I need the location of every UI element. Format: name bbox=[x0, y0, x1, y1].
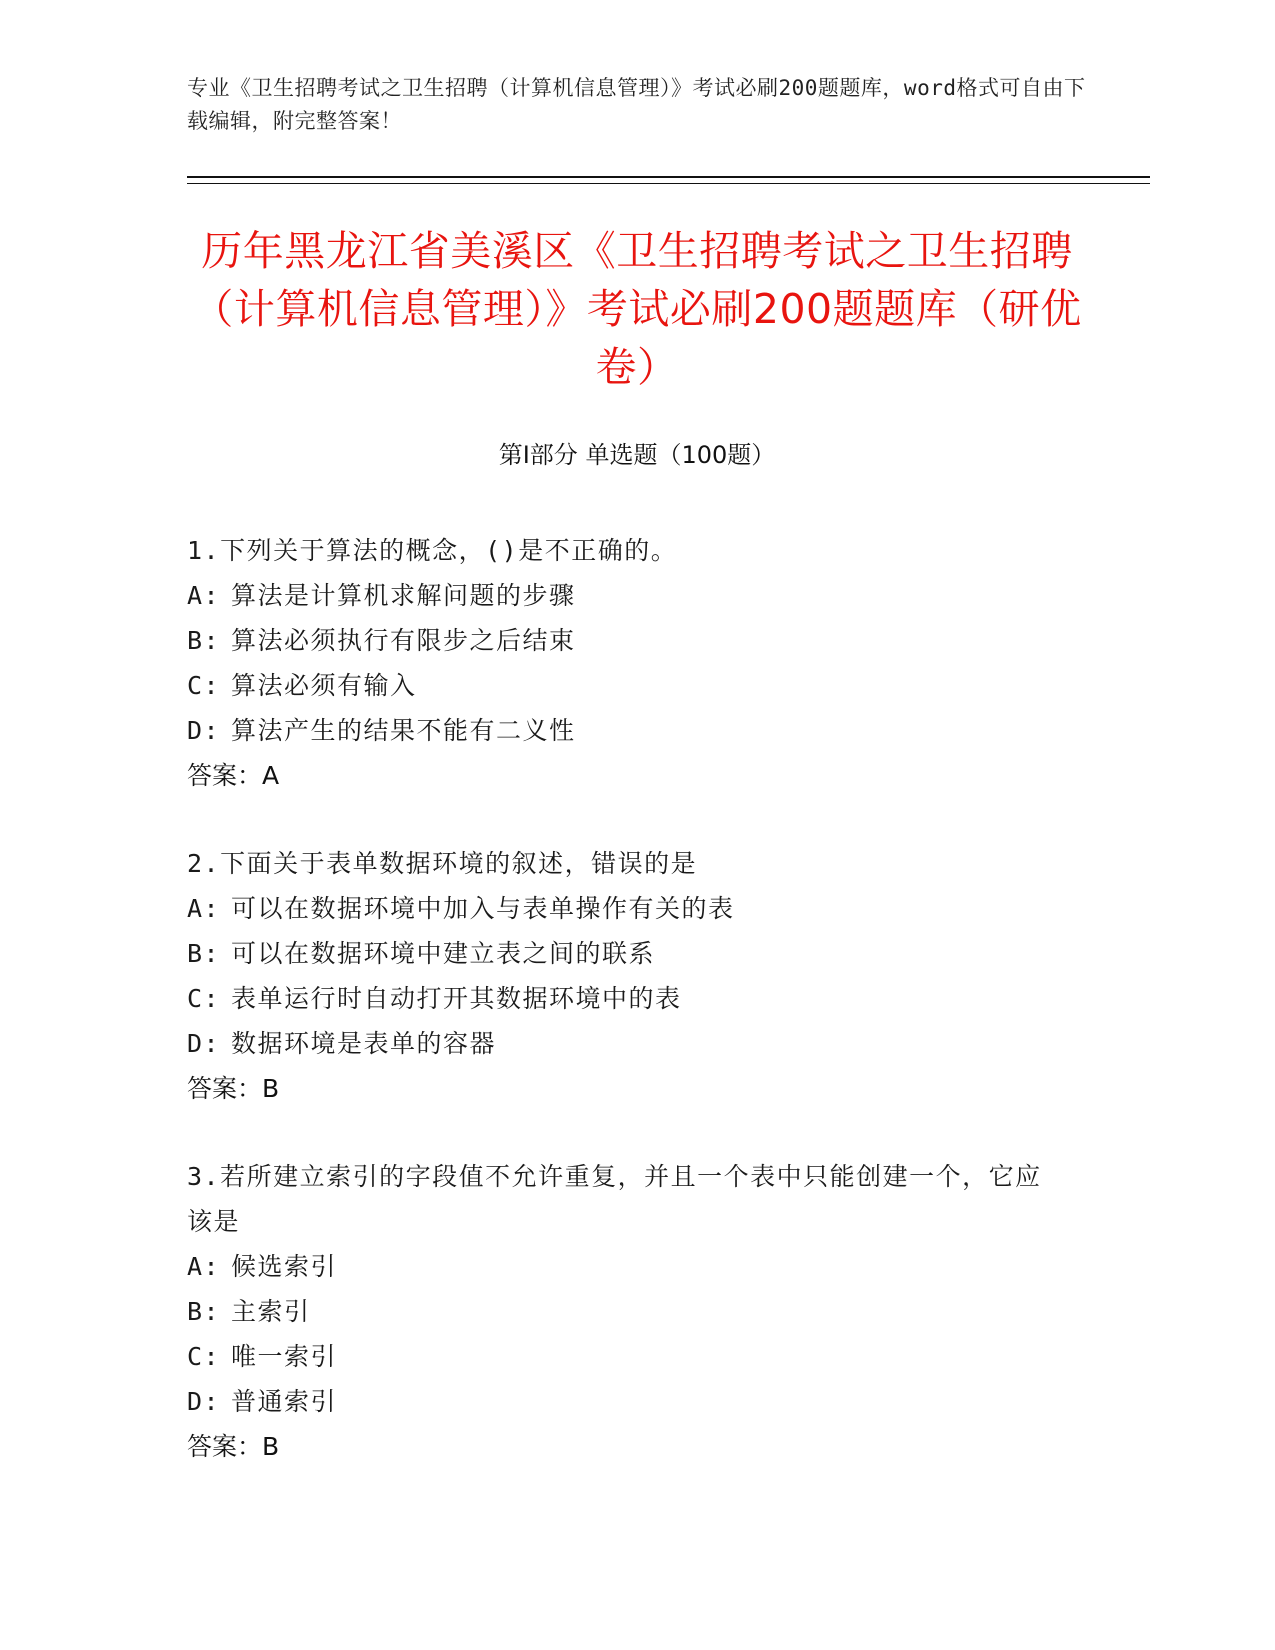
option-letter: A: bbox=[187, 581, 221, 610]
option-text: 算法必须有输入 bbox=[231, 671, 417, 700]
answer-line: 答案：A bbox=[187, 761, 280, 790]
question-1 bbox=[187, 528, 1067, 798]
option-text: 表单运行时自动打开其数据环境中的表 bbox=[231, 984, 682, 1013]
option-letter: B: bbox=[187, 1297, 221, 1326]
option-letter: B: bbox=[187, 939, 221, 968]
question-list bbox=[187, 528, 1067, 1512]
option-d bbox=[187, 708, 1067, 753]
option-c bbox=[187, 663, 1067, 708]
option-letter: D: bbox=[187, 1387, 221, 1416]
option-text: 数据环境是表单的容器 bbox=[231, 1029, 497, 1058]
question-text: 2.下面关于表单数据环境的叙述，错误的是 bbox=[187, 849, 698, 878]
option-b bbox=[187, 1289, 1067, 1334]
question-3 bbox=[187, 1154, 1067, 1469]
option-letter: C: bbox=[187, 1342, 221, 1371]
section-heading: 第Ⅰ部分 单选题（100题） bbox=[498, 441, 776, 469]
option-text: 候选索引 bbox=[231, 1252, 338, 1281]
option-text: 主索引 bbox=[231, 1297, 311, 1326]
option-letter: C: bbox=[187, 984, 221, 1013]
option-letter: D: bbox=[187, 716, 221, 745]
answer-line: 答案：B bbox=[187, 1432, 280, 1461]
option-b bbox=[187, 618, 1067, 663]
option-letter: A: bbox=[187, 1252, 221, 1281]
option-letter: C: bbox=[187, 671, 221, 700]
question-text: 3.若所建立索引的字段值不允许重复，并且一个表中只能创建一个，它应该是 bbox=[187, 1162, 1042, 1236]
question-2 bbox=[187, 841, 1067, 1111]
header-rule-thick bbox=[187, 176, 1150, 178]
option-c bbox=[187, 976, 1067, 1021]
option-text: 算法是计算机求解问题的步骤 bbox=[231, 581, 576, 610]
option-letter: A: bbox=[187, 894, 221, 923]
document-title: 历年黑龙江省美溪区《卫生招聘考试之卫生招聘（计算机信息管理）》考试必刷200题题库（研优卷） bbox=[192, 227, 1082, 391]
answer-line: 答案：B bbox=[187, 1074, 280, 1103]
option-a bbox=[187, 1244, 1067, 1289]
option-d bbox=[187, 1021, 1067, 1066]
option-text: 普通索引 bbox=[231, 1387, 338, 1416]
option-text: 唯一索引 bbox=[231, 1342, 338, 1371]
option-c bbox=[187, 1334, 1067, 1379]
header-note: 专业《卫生招聘考试之卫生招聘（计算机信息管理）》考试必刷200题题库，word格式可自由下载编辑，附完整答案！ bbox=[187, 76, 1086, 133]
option-text: 算法必须执行有限步之后结束 bbox=[231, 626, 576, 655]
option-text: 算法产生的结果不能有二义性 bbox=[231, 716, 576, 745]
option-letter: B: bbox=[187, 626, 221, 655]
question-text: 1.下列关于算法的概念，()是不正确的。 bbox=[187, 536, 678, 565]
option-text: 可以在数据环境中加入与表单操作有关的表 bbox=[231, 894, 735, 923]
option-text: 可以在数据环境中建立表之间的联系 bbox=[231, 939, 656, 968]
option-b bbox=[187, 931, 1067, 976]
option-letter: D: bbox=[187, 1029, 221, 1058]
header-rule-thin bbox=[187, 183, 1150, 184]
option-d bbox=[187, 1379, 1067, 1424]
option-a bbox=[187, 886, 1067, 931]
option-a bbox=[187, 573, 1067, 618]
